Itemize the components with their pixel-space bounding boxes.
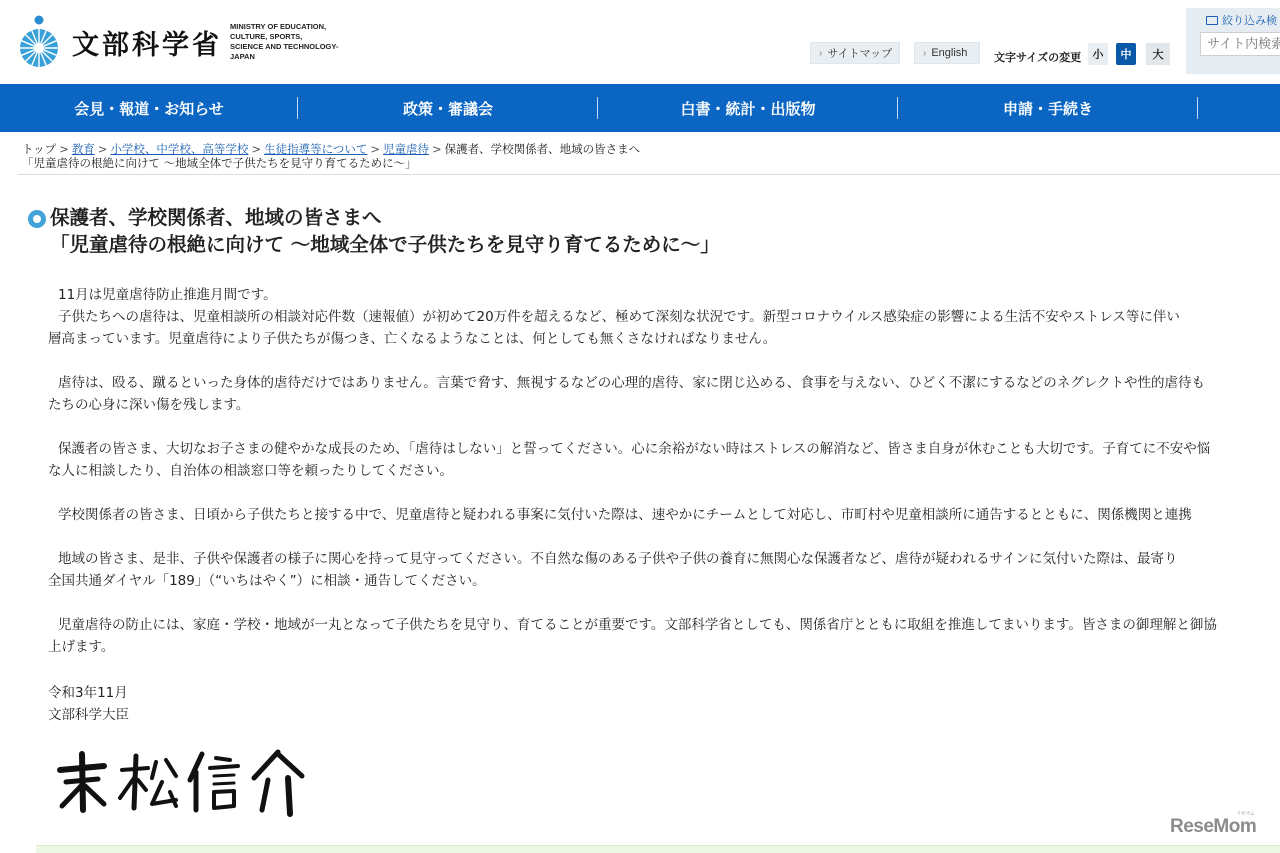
font-size-label: 文字サイズの変更 xyxy=(994,51,1082,64)
breadcrumb-current-line2: 「児童虐待の根絶に向けて ～地域全体で子供たちを見守り育てるために～」 xyxy=(22,156,417,170)
logo-en-line: MINISTRY OF EDUCATION, xyxy=(230,22,327,31)
english-link[interactable] xyxy=(914,42,980,64)
breadcrumb xyxy=(22,142,1272,170)
paragraph-line: 層高まっています。児童虐待により子供たちが傷つき、亡くなるようなことは、何としても無くさなければなりません。 xyxy=(48,331,777,347)
paragraph xyxy=(48,614,1280,658)
sitemap-label: サイトマップ xyxy=(827,48,893,60)
paragraph-line: 保護者の皆さま、大切なお子さまの健やかな成長のため、「虐待はしない」と誓ってください。心に余裕がない時はストレスの解消など、皆さま自身が休むことも大切です。子育てに不安や悩 xyxy=(58,441,1211,457)
paragraph xyxy=(48,438,1280,482)
breadcrumb-separator-icon: > xyxy=(59,142,69,156)
resemom-watermark xyxy=(1170,811,1257,838)
refine-search-link[interactable] xyxy=(1206,12,1277,28)
breadcrumb-link-schools[interactable]: 小学校、中学校、高等学校 xyxy=(110,142,249,156)
english-label: English xyxy=(931,47,968,59)
breadcrumb-separator-icon: > xyxy=(432,142,442,156)
logo-title: 文部科学省 xyxy=(72,29,222,61)
nav-tail xyxy=(1198,84,1280,132)
breadcrumb-separator-icon: > xyxy=(97,142,108,156)
refine-search-label: 絞り込み検 xyxy=(1222,14,1277,27)
paragraph xyxy=(48,284,1280,350)
logo-en-line: CULTURE, SPORTS, xyxy=(230,32,303,41)
breadcrumb-link-education[interactable]: 教育 xyxy=(71,142,95,156)
breadcrumb-link-child-abuse[interactable]: 児童虐待 xyxy=(383,142,429,156)
issue-date: 令和3年11月 xyxy=(48,685,128,701)
paragraph xyxy=(48,548,1280,592)
handwritten-signature xyxy=(52,744,312,820)
logo-en-line: SCIENCE AND TECHNOLOGY-JAPAN xyxy=(230,42,339,61)
breadcrumb-link-guidance[interactable]: 生徒指導等について xyxy=(264,142,368,156)
site-search-input[interactable] xyxy=(1200,32,1280,56)
paragraph-line: な人に相談したり、自治体の相談窓口等を頼ったりしてください。 xyxy=(48,463,453,479)
watermark-brand: ReseMom xyxy=(1170,816,1257,837)
paragraph-line: 11月は児童虐待防止推進月間です。 xyxy=(58,287,277,303)
chevron-right-icon: › xyxy=(819,47,823,59)
page-title xyxy=(28,204,1278,258)
paragraph-line: 児童虐待の防止には、家庭・学校・地域が一丸となって子供たちを見守り、育てることが重要です。文部科学省としても、関係省庁とともに取組を推進してまいります。皆さまの御理解と御協 xyxy=(58,617,1217,633)
breadcrumb-separator-icon: > xyxy=(251,142,262,156)
paragraph xyxy=(48,372,1280,416)
mext-emblem-icon xyxy=(18,14,60,70)
font-size-medium-button[interactable]: 中 xyxy=(1116,43,1136,65)
nav-item-policy[interactable]: 政策・審議会 xyxy=(298,84,598,132)
global-nav xyxy=(0,84,1280,132)
signer-title: 文部科学大臣 xyxy=(48,707,129,723)
heading-bullet-icon xyxy=(28,210,46,228)
paragraph-line: たちの心身に深い傷を残します。 xyxy=(48,397,250,413)
paragraph-line: 上げます。 xyxy=(48,639,115,655)
chevron-right-icon: › xyxy=(923,47,927,59)
breadcrumb-link-top[interactable]: トップ xyxy=(22,142,57,156)
nav-item-publications[interactable]: 白書・統計・出版物 xyxy=(598,84,898,132)
watermark-ruby: リセマム xyxy=(1236,811,1255,817)
search-icon xyxy=(1206,16,1218,25)
nav-item-press[interactable]: 会見・報道・お知らせ xyxy=(0,84,298,132)
page-title-line1: 保護者、学校関係者、地域の皆さまへ xyxy=(50,206,382,229)
paragraph-line: 全国共通ダイヤル「189」（“いちはやく”）に相談・通告してください。 xyxy=(48,573,486,589)
logo-english-name xyxy=(230,22,360,62)
site-header xyxy=(0,0,1280,84)
mext-logo[interactable] xyxy=(18,14,360,70)
nav-item-applications[interactable]: 申請・手続き xyxy=(898,84,1198,132)
paragraph-line: 地域の皆さま、是非、子供や保護者の様子に関心を持って見守ってください。不自然な傷のある子供や子供の養育に無関心な保護者など、虐待が疑われるサインに気付いた際は、最寄り xyxy=(58,551,1178,567)
font-size-large-button[interactable]: 大 xyxy=(1146,43,1170,65)
article-body xyxy=(48,284,1280,680)
paragraph xyxy=(48,504,1280,526)
paragraph-line: 学校関係者の皆さま、日頃から子供たちと接する中で、児童虐待と疑われる事案に気付いた際は、速やかにチームとして対応し、市町村や児童相談所に通告するとともに、関係機関と連携 xyxy=(58,507,1192,523)
signature-block xyxy=(48,682,129,726)
paragraph-line: 子供たちへの虐待は、児童相談所の相談対応件数（速報値）が初めて20万件を超えるなど、極めて深刻な状況です。新型コロナウイルス感染症の影響による生活不安やストレス等に伴い xyxy=(58,309,1180,325)
page-title-line2: 「児童虐待の根絶に向けて ～地域全体で子供たちを見守り育てるために～」 xyxy=(50,233,720,256)
font-size-small-button[interactable]: 小 xyxy=(1088,43,1108,65)
breadcrumb-separator-icon: > xyxy=(370,142,380,156)
paragraph-line: 虐待は、殴る、蹴るといった身体的虐待だけではありません。言葉で脅す、無視するなどの心理的虐待、家に閉じ込める、食事を与えない、ひどく不潔にするなどのネグレクトや性的虐待も xyxy=(58,375,1205,391)
sitemap-link[interactable] xyxy=(810,42,900,64)
search-panel xyxy=(1186,8,1280,74)
breadcrumb-current: 保護者、学校関係者、地域の皆さまへ xyxy=(444,142,641,156)
breadcrumb-divider xyxy=(18,174,1280,175)
